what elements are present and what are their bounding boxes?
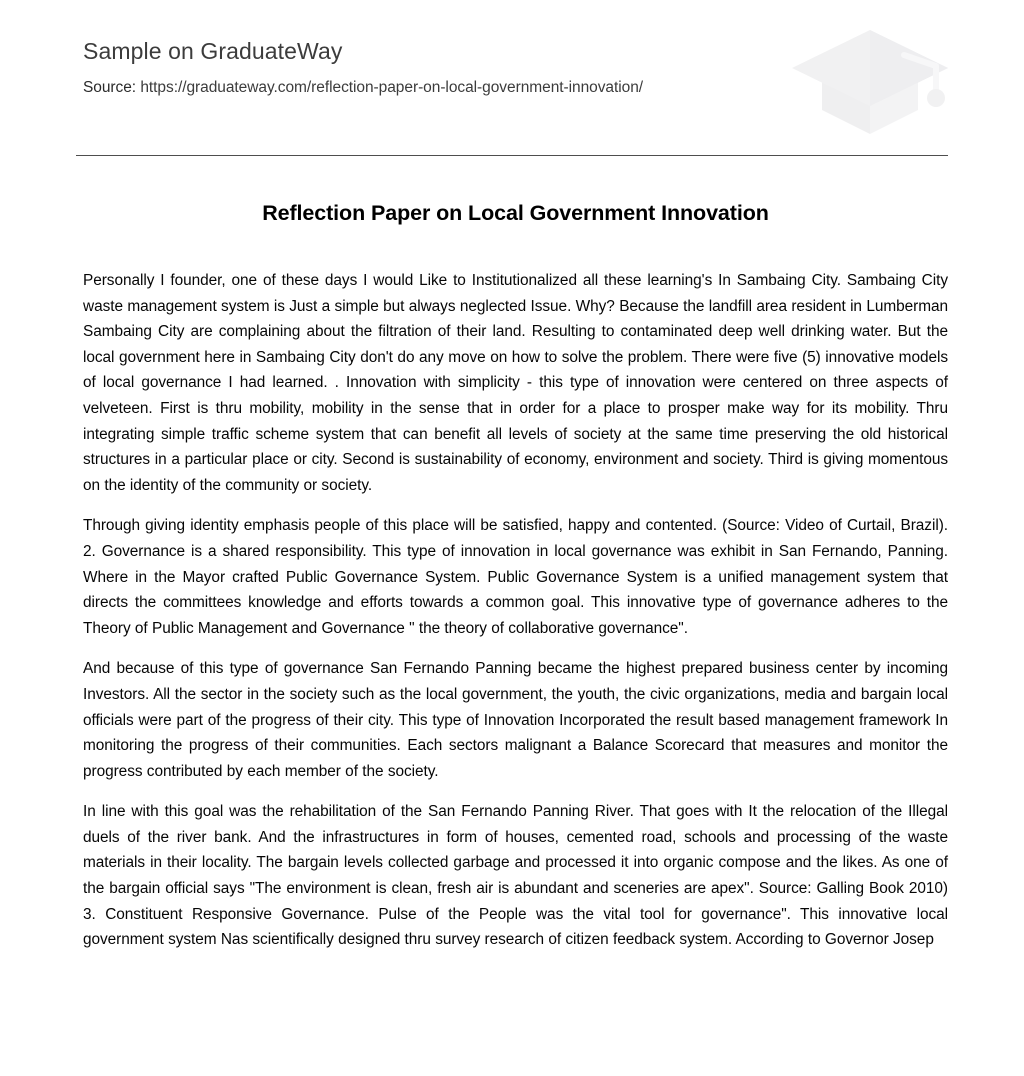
document-body [83,268,948,953]
source-label: Source: [83,79,137,96]
source-url-link[interactable]: https://graduateway.com/reflection-paper-on-local-government-innovation/ [140,79,644,96]
body-paragraph: And because of this type of governance San Fernando Panning became the highest prepared business center by incoming Investors. All the sector in the society such as the local government, the youth, the civic organizations, media and bargain local officials were part of the progress of their city. This type of Innovation Incorporated the result based management framework In monitoring the progress of their communities. Each sectors malignant a Balance Scorecard that measures and monitor the progress contributed by each member of the society. [83,660,948,780]
body-paragraph: Through giving identity emphasis people of this place will be satisfied, happy and contented. (Source: Video of Curtail, Brazil). 2. Governance is a shared responsibility. This type of innovation in local governance was exhibit in San Fernando, Panning. Where in the Mayor crafted Public Governance System. Public Governance System is a unified management system that directs the committees knowledge and efforts towards a common goal. This innovative type of governance adheres to the Theory of Public Management and Governance " the theory of collaborative governance". [83,517,948,637]
site-title: Sample on GraduateWay [83,38,343,64]
body-paragraph: Personally I founder, one of these days I would Like to Institutionalized all these learning's In Sambaing City. Sambaing City waste management system is Just a simple but always neglected Issue. Why? Because the landfill area resident in Lumberman Sambaing City are complaining about the filtration of their land. Resulting to contaminated deep well drinking water. But the local government here in Sambaing City don't do any move on how to solve the problem. There were five (5) innovative models of local governance I had learned. . Innovation with simplicity - this type of innovation were centered on three aspects of velveteen. First is thru mobility, mobility in the sense that in order for a place to prosper make way for its mobility. Thru integrating simple traffic scheme system that can benefit all levels of society at the same time preserving the old historical structures in a particular place or city. Second is sustainability of economy, environment and society. Third is giving momentous on the identity of the community or society. [83,272,948,494]
site-header [83,36,948,99]
body-paragraph: In line with this goal was the rehabilitation of the San Fernando Panning River. That goes with It the relocation of the Illegal duels of the river bank. And the infrastructures in form of houses, cemented road, schools and processing of the waste materials in their locality. The bargain levels collected garbage and processed it into organic compose and the likes. As one of the bargain official says "The environment is clean, fresh air is abundant and sceneries are apex". Source: Galling Book 2010) 3. Constituent Responsive Governance. Pulse of the People was the vital tool for governance". This innovative local government system Nas scientifically designed thru survey research of citizen feedback system. According to Governor Josep [83,803,948,949]
page-title: Reflection Paper on Local Government Innovation [262,201,769,225]
header-divider [76,155,948,156]
source-line [83,77,948,99]
